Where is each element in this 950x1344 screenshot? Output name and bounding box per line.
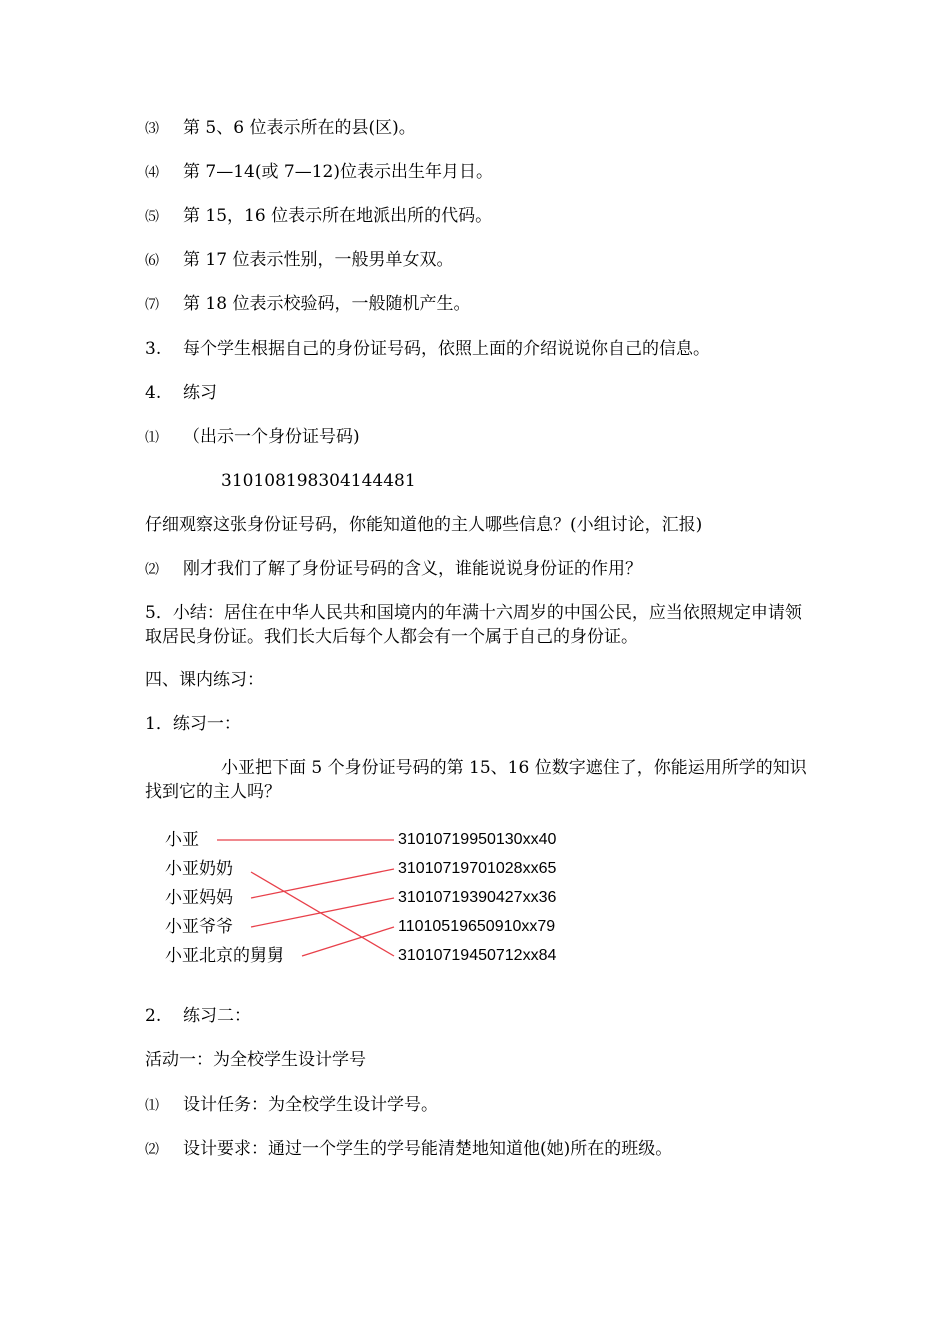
person-name: 小亚妈妈 (165, 888, 233, 907)
question-marker: ⑵ (145, 562, 159, 578)
item-text: 第 18 位表示校验码，一般随机产生。 (183, 294, 471, 314)
activity-1-title: 活动一：为全校学生设计学号 (145, 1050, 366, 1070)
design-requirement (145, 1137, 672, 1162)
item-text: 第 7—14(或 7—12)位表示出生年月日。 (183, 162, 493, 182)
question-1 (145, 425, 360, 450)
observe-text: 仔细观察这张身份证号码，你能知道他的主人哪些信息？(小组讨论，汇报) (145, 515, 703, 535)
matching-line (251, 869, 394, 898)
item-text: 第 15，16 位表示所在地派出所的代码。 (183, 206, 493, 226)
person-name: 小亚奶奶 (165, 859, 233, 878)
masked-id-number: 11010519650910xx79 (398, 918, 556, 935)
step-4 (145, 381, 217, 405)
requirement-marker: ⑵ (145, 1142, 159, 1158)
task-text: 设计任务：为全校学生设计学号。 (183, 1095, 438, 1115)
exercise-2-marker: 2. (145, 1006, 162, 1026)
person-name: 小亚 (165, 830, 199, 849)
matching-exercise (160, 825, 580, 970)
item-marker: ⑹ (145, 253, 159, 269)
exercise-1-heading (145, 712, 241, 736)
section-title: 四、课内练习： (145, 670, 264, 690)
exercise-1-description: 小亚把下面 5 个身份证号码的第 15、16 位数字遮住了，你能运用所学的知识找到它的主人吗？ (145, 758, 807, 802)
item-5 (145, 204, 492, 229)
masked-id-number: 31010719390427xx36 (398, 889, 557, 906)
design-task (145, 1093, 438, 1118)
question-marker: ⑴ (145, 430, 159, 446)
person-name: 小亚爷爷 (165, 917, 233, 936)
activity-1 (145, 1048, 366, 1072)
masked-id-number: 31010719450712xx84 (398, 947, 557, 964)
item-marker: ⑺ (145, 297, 159, 313)
exercise-2-title: 练习二： (183, 1006, 251, 1026)
matching-line (251, 872, 394, 956)
masked-id-number: 31010719701028xx65 (398, 860, 557, 877)
step-marker: 3. (145, 339, 162, 359)
item-7 (145, 292, 470, 317)
question-text: （出示一个身份证号码) (183, 427, 360, 447)
item-4 (145, 160, 493, 185)
observe-question (145, 513, 702, 537)
exercise-2-heading (145, 1004, 251, 1028)
matching-line (251, 898, 394, 927)
summary-paragraph: 5．小结：居住在中华人民共和国境内的年满十六周岁的中国公民，应当依照规定申请领取居民身份证。我们长大后每个人都会有一个属于自己的身份证。 (145, 603, 802, 647)
person-name: 小亚北京的舅舅 (165, 946, 284, 965)
item-text: 第 5、6 位表示所在的县(区)。 (183, 118, 416, 138)
task-marker: ⑴ (145, 1098, 159, 1114)
exercise-1-title: 1．练习一： (145, 714, 241, 734)
section-heading (145, 668, 264, 692)
question-text: 刚才我们了解了身份证号码的含义，谁能说说身份证的作用？ (183, 559, 642, 579)
masked-id-number: 31010719950130xx40 (398, 831, 557, 848)
requirement-text: 设计要求：通过一个学生的学号能清楚地知道他(她)所在的班级。 (183, 1139, 673, 1159)
item-marker: ⑶ (145, 121, 159, 137)
matching-line (302, 927, 394, 956)
item-marker: ⑸ (145, 209, 159, 225)
item-3 (145, 116, 416, 141)
step-3 (145, 337, 710, 361)
id-number-example (145, 469, 416, 493)
item-marker: ⑷ (145, 165, 159, 181)
step-text: 练习 (183, 383, 217, 403)
item-text: 第 17 位表示性别，一般男单女双。 (183, 250, 454, 270)
item-6 (145, 248, 453, 273)
question-2 (145, 557, 642, 582)
step-marker: 4. (145, 383, 162, 403)
id-number: 310108198304144481 (221, 471, 416, 491)
step-text: 每个学生根据自己的身份证号码，依照上面的介绍说说你自己的信息。 (183, 339, 710, 359)
